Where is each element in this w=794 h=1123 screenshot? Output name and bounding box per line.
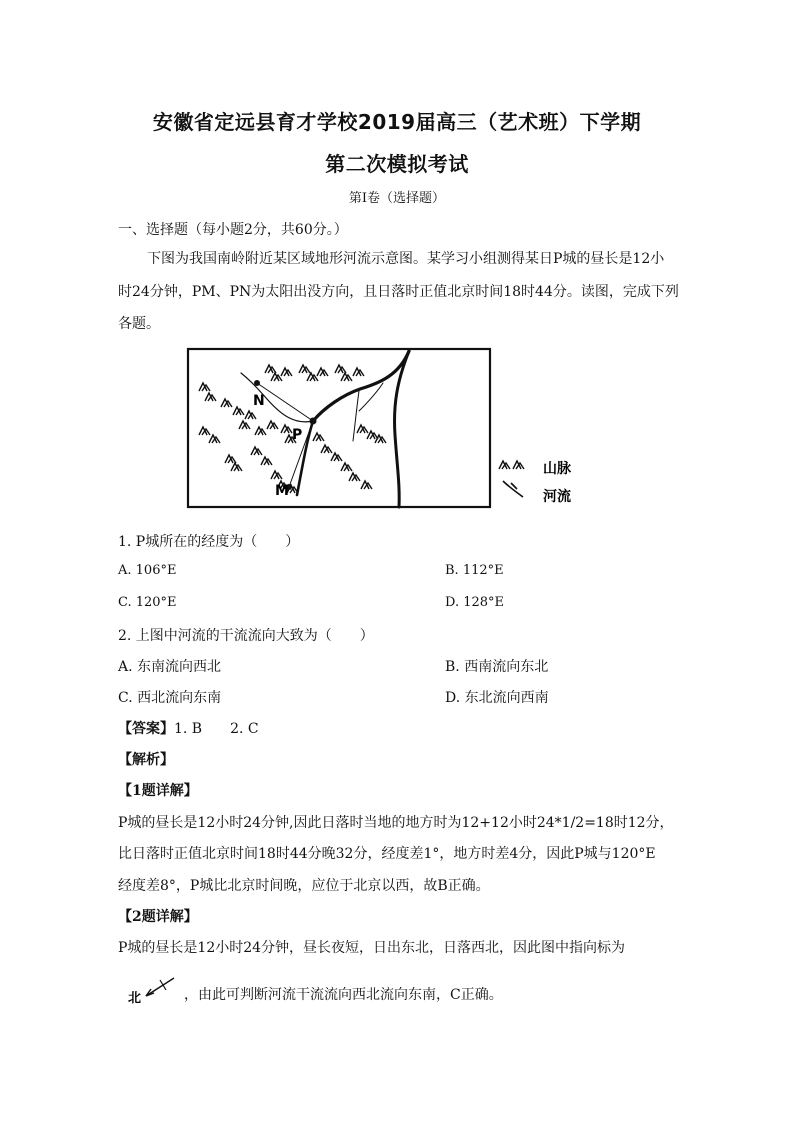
- question-2-option-d: D. 东北流向西南: [445, 690, 549, 706]
- north-arrow-label: 北: [128, 991, 142, 1006]
- question-1-option-d: D. 128°E: [445, 595, 505, 610]
- city-m-label: M: [275, 483, 289, 499]
- city-n-marker: [254, 380, 260, 386]
- q2-detail-line-2: ，由此可判断河流干流流向西北流向东南，C正确。: [184, 987, 503, 1003]
- mountain-range-north: [265, 365, 364, 381]
- q2-detail-line-1: P城的昼长是12小时24分钟，昼长夜短，日出东北，日落西北，因此图中指向标为: [118, 940, 626, 956]
- volume-label: 第I卷（选择题）: [348, 191, 446, 206]
- section-heading: 一、选择题（每小题2分，共60分。）: [118, 222, 348, 238]
- question-2-option-b: B. 西南流向东北: [445, 659, 549, 675]
- city-p-label: P: [292, 427, 303, 443]
- legend-mountain-label: 山脉: [543, 461, 571, 477]
- q1-detail-line-3: 经度差8°，P城比北京时间晚，应位于北京以西，故B正确。: [118, 878, 490, 894]
- analysis-label: 【解析】: [118, 752, 174, 768]
- legend-river-label: 河流: [543, 489, 571, 505]
- question-2-option-a: A. 东南流向西北: [118, 659, 222, 675]
- answer-line: [118, 718, 259, 738]
- intro-line-2: 时24分钟，PM、PN为太阳出没方向，且日落时正值北京时间18时44分。读图，完成下列: [118, 284, 679, 300]
- mountain-range-east: [313, 425, 386, 489]
- legend-mountain-symbol: [499, 461, 524, 469]
- question-2-option-c: C. 西北流向东南: [118, 690, 222, 706]
- answer-label: 【答案】: [118, 721, 174, 737]
- q1-detail-label: 【1题详解】: [118, 783, 198, 799]
- mountain-range-west: [199, 383, 298, 493]
- north-arrow-icon: [124, 972, 180, 1006]
- question-1-option-b: B. 112°E: [445, 563, 504, 578]
- q2-detail-label: 【2题详解】: [118, 909, 198, 925]
- question-1-option-c: C. 120°E: [118, 595, 177, 610]
- document-subtitle: 第二次模拟考试: [325, 152, 469, 176]
- intro-line-3: 各题。: [118, 316, 160, 332]
- q1-detail-line-2: 比日落时正值北京时间18时44分晚32分，经度差1°，地方时差4分，因此P城与120°E: [118, 846, 656, 862]
- q1-detail-line-1: P城的昼长是12小时24分钟,因此日落时当地的地方时为12+12小时24*1/2=18时12分，: [118, 815, 674, 831]
- intro-line-1: 下图为我国南岭附近某区域地形河流示意图。某学习小组测得某日P城的昼长是12小: [147, 251, 665, 267]
- question-2-stem: 2. 上图中河流的干流流向大致为（ ）: [118, 628, 374, 644]
- city-n-label: N: [253, 393, 265, 409]
- question-1-option-a: A. 106°E: [118, 563, 177, 578]
- answer-text: 1. B 2. C: [174, 721, 259, 737]
- river-network: [241, 351, 409, 507]
- city-p-marker: [310, 418, 317, 425]
- question-1-stem: 1. P城所在的经度为（ ）: [118, 534, 300, 550]
- terrain-river-map: [185, 345, 595, 515]
- legend-river-symbol: [503, 481, 523, 497]
- document-title: 安徽省定远县育才学校2019届高三（艺术班）下学期: [152, 110, 642, 134]
